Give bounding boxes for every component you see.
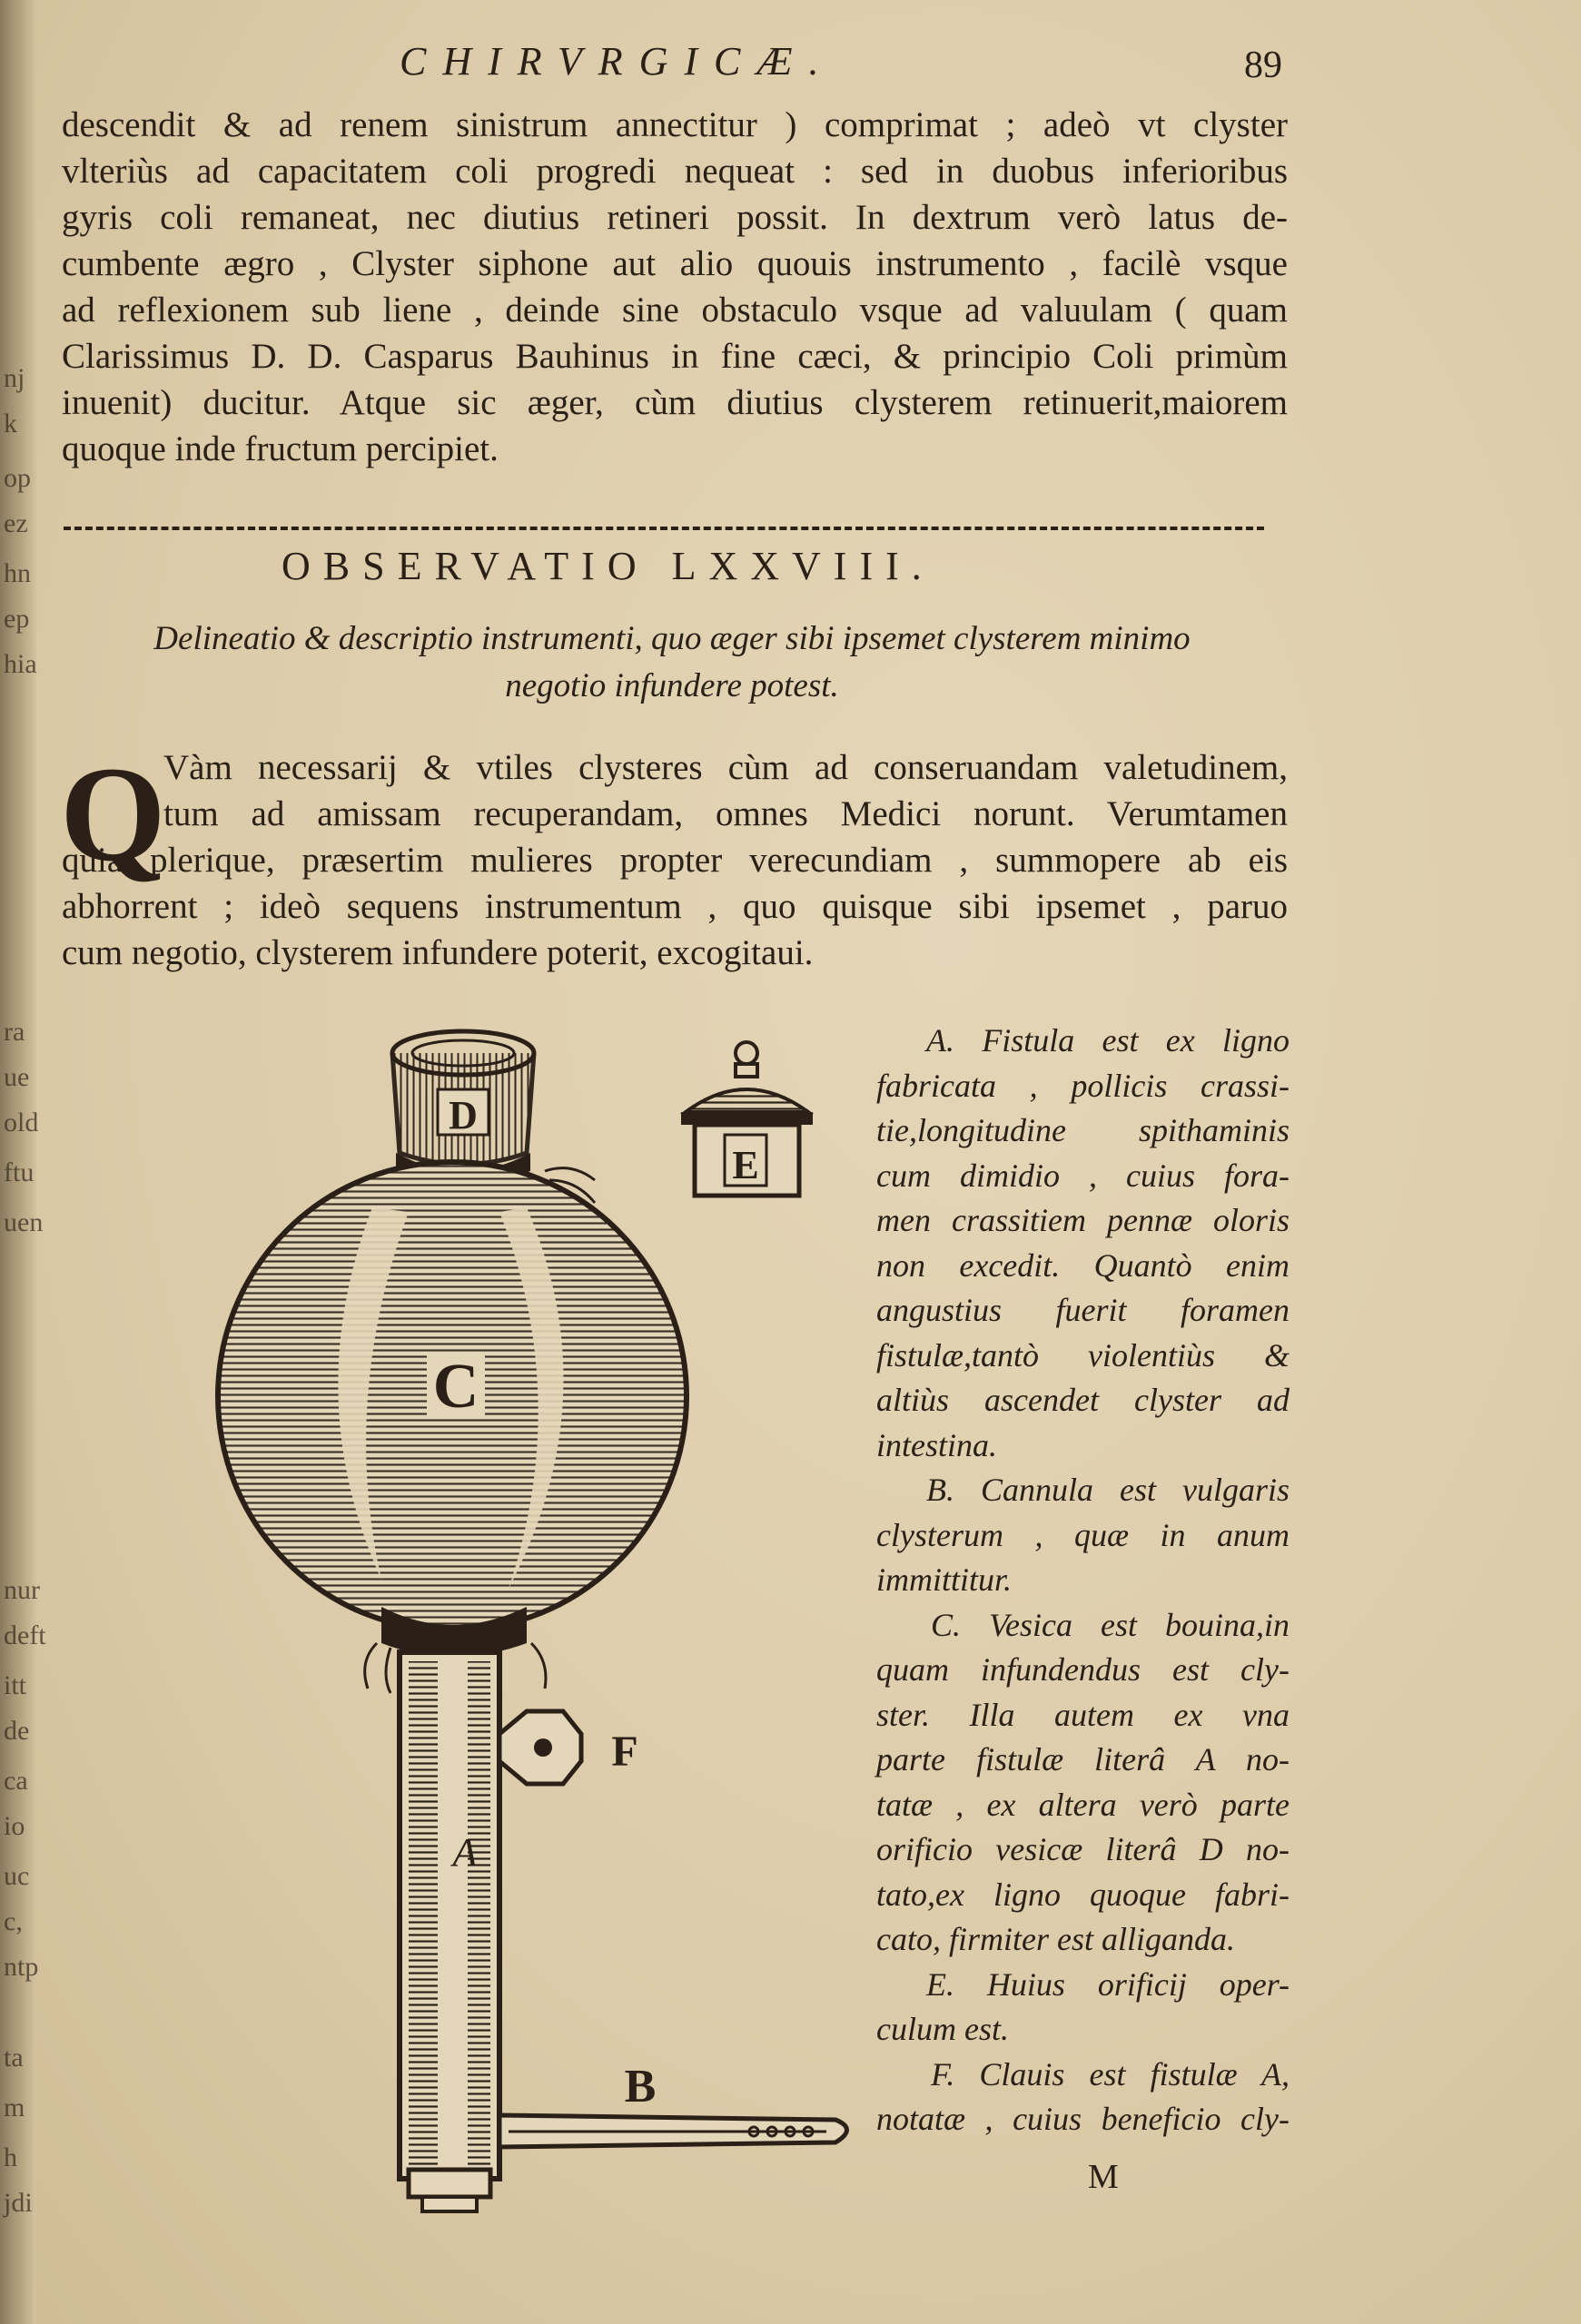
legend-line: altiùs ascendet clyster ad [876,1382,1290,1418]
text-line: cumbente ægro , Clyster siphone aut alio quouis instrumento , facilè vsque [62,244,1288,283]
legend-line: fistulæ,tantò violentiùs & [876,1336,1290,1374]
legend-line: orificio vesicæ literâ D no- [876,1831,1290,1867]
legend-line: tie,longitudine spithaminis [876,1112,1290,1148]
gutter-fragment: k [4,409,17,438]
subtitle-line: Delineatio & descriptio instrumenti, quo æger sibi ipsemet clysterem minimo [153,620,1191,657]
text-line: quoque inde fructum percipiet. [62,429,499,468]
text-line: cum negotio, clysterem infundere poterit, excogitaui. [62,933,814,972]
legend-line: tatæ , ex altera verò parte [876,1786,1290,1823]
gutter-fragment: itt [4,1670,27,1700]
gutter-fragment: ra [4,1017,25,1047]
gutter-fragment: op [4,463,31,493]
gutter-fragment: ta [4,2043,24,2073]
text-line: gyris coli remaneat, nec diutius retineri possit. In dextrum verò latus de- [62,198,1288,237]
tube-a [400,1652,499,2211]
intro-paragraph [60,739,1288,976]
legend-line: quam infundendus est cly- [876,1651,1290,1688]
figure-legend [876,1019,1290,2142]
section-divider [64,527,1264,530]
gutter-fragment: c, [4,1906,23,1936]
gutter-fragment: uen [4,1207,44,1237]
drop-cap: Q [60,739,166,890]
label-e: E [732,1143,759,1187]
text-line: quia plerique, præsertim mulieres propter verecundiam , summopere ab eis [62,841,1288,880]
gutter-fragment: ue [4,1062,30,1092]
gutter-fragment: old [4,1108,39,1137]
gutter-fragment: ep [4,604,30,634]
gutter-fragment: hia [4,649,37,679]
text-line: descendit & ad renem sinistrum annectitur ) comprimat ; adeò vt clyster [62,105,1288,144]
text-line: Vàm necessarij & vtiles clysteres cùm ad conseruandam valetudinem, [163,748,1288,787]
text-line: abhorrent ; ideò sequens instrumentum , quo quisque sibi ipsemet , paruo [62,887,1288,926]
legend-line: angustius fuerit foramen [876,1292,1290,1328]
clyster-instrument-woodcut [182,1017,872,2215]
legend-line: cato, firmiter est alliganda. [876,1921,1235,1957]
legend-line: ster. Illa autem ex vna [876,1696,1290,1733]
gutter-fragment: hn [4,558,31,588]
legend-line: culum est. [876,2011,1009,2047]
gutter-fragment: nj [4,363,25,393]
legend-line: B. Cannula est vulgaris [926,1472,1290,1508]
observation-subtitle [91,615,1253,710]
top-paragraph [62,102,1288,472]
gutter-fragment: h [4,2142,17,2172]
subtitle-line: negotio infundere potest. [505,667,839,704]
text-line: tum ad amissam recuperandam, omnes Medici norunt. Verumtamen [163,794,1288,833]
label-f: F [611,1728,638,1776]
label-c: C [432,1352,479,1422]
gutter-fragment: ftu [4,1157,35,1187]
gutter-fragment: io [4,1811,25,1841]
legend-line: E. Huius orificij oper- [926,1965,1290,2003]
gutter-fragment: m [4,2093,25,2122]
label-d: D [449,1093,478,1137]
text-line: inuenit) ducitur. Atque sic æger, cùm diutius clysterem retinuerit,maiorem [62,383,1288,422]
legend-line: tato,ex ligno quoque fabri- [876,1876,1290,1913]
legend-line: parte fistulæ literâ A no- [876,1741,1290,1777]
catchword: M [1088,2158,1119,2196]
gutter-fragment: de [4,1716,30,1746]
legend-line: A. Fistula est ex ligno [926,1022,1290,1059]
gutter-fragment: deft [4,1620,46,1650]
legend-line: non excedit. Quantò enim [876,1246,1290,1284]
legend-line: immittitur. [876,1561,1013,1598]
gutter-fragment: uc [4,1861,30,1891]
legend-line: intestina. [876,1426,997,1463]
lid-e [681,1042,813,1196]
text-line: vlteriùs ad capacitatem coli progredi nequeat : sed in duobus inferioribus [62,152,1288,191]
gutter-fragment: nur [4,1575,40,1605]
legend-line: cum dimidio , cuius fora- [876,1157,1290,1194]
legend-line: F. Clauis est fistulæ A, [931,2055,1290,2093]
gutter-fragment: jdi [4,2188,33,2218]
label-a: A [452,1830,478,1875]
text-line: ad reflexionem sub liene , deinde sine obstaculo vsque ad valuulam ( quam [62,290,1288,330]
gutter-fragment: ez [4,508,28,538]
cannula-b [499,2061,847,2147]
gutter-fragment: ntp [4,1952,39,1982]
facing-page-gutter [0,0,46,2324]
running-title: CHIRVRGICÆ. [400,39,835,84]
observation-heading: OBSERVATIO LXXVIII. [282,544,934,588]
text-line: Clarissimus D. D. Casparus Bauhinus in fine cæci, & principio Coli primùm [62,337,1288,376]
page-number: 89 [1244,44,1282,86]
legend-line: notatæ , cuius beneficio cly- [876,2101,1290,2137]
legend-line: clysterum , quæ in anum [876,1516,1290,1553]
legend-line: men crassitiem pennæ oloris [876,1202,1290,1238]
bladder-c [218,1162,690,1634]
key-f [499,1711,638,1784]
legend-line: C. Vesica est bouina,in [931,1606,1290,1643]
gutter-fragment: ca [4,1766,28,1796]
legend-line: fabricata , pollicis crassi- [876,1067,1290,1104]
label-b: B [624,2061,657,2112]
